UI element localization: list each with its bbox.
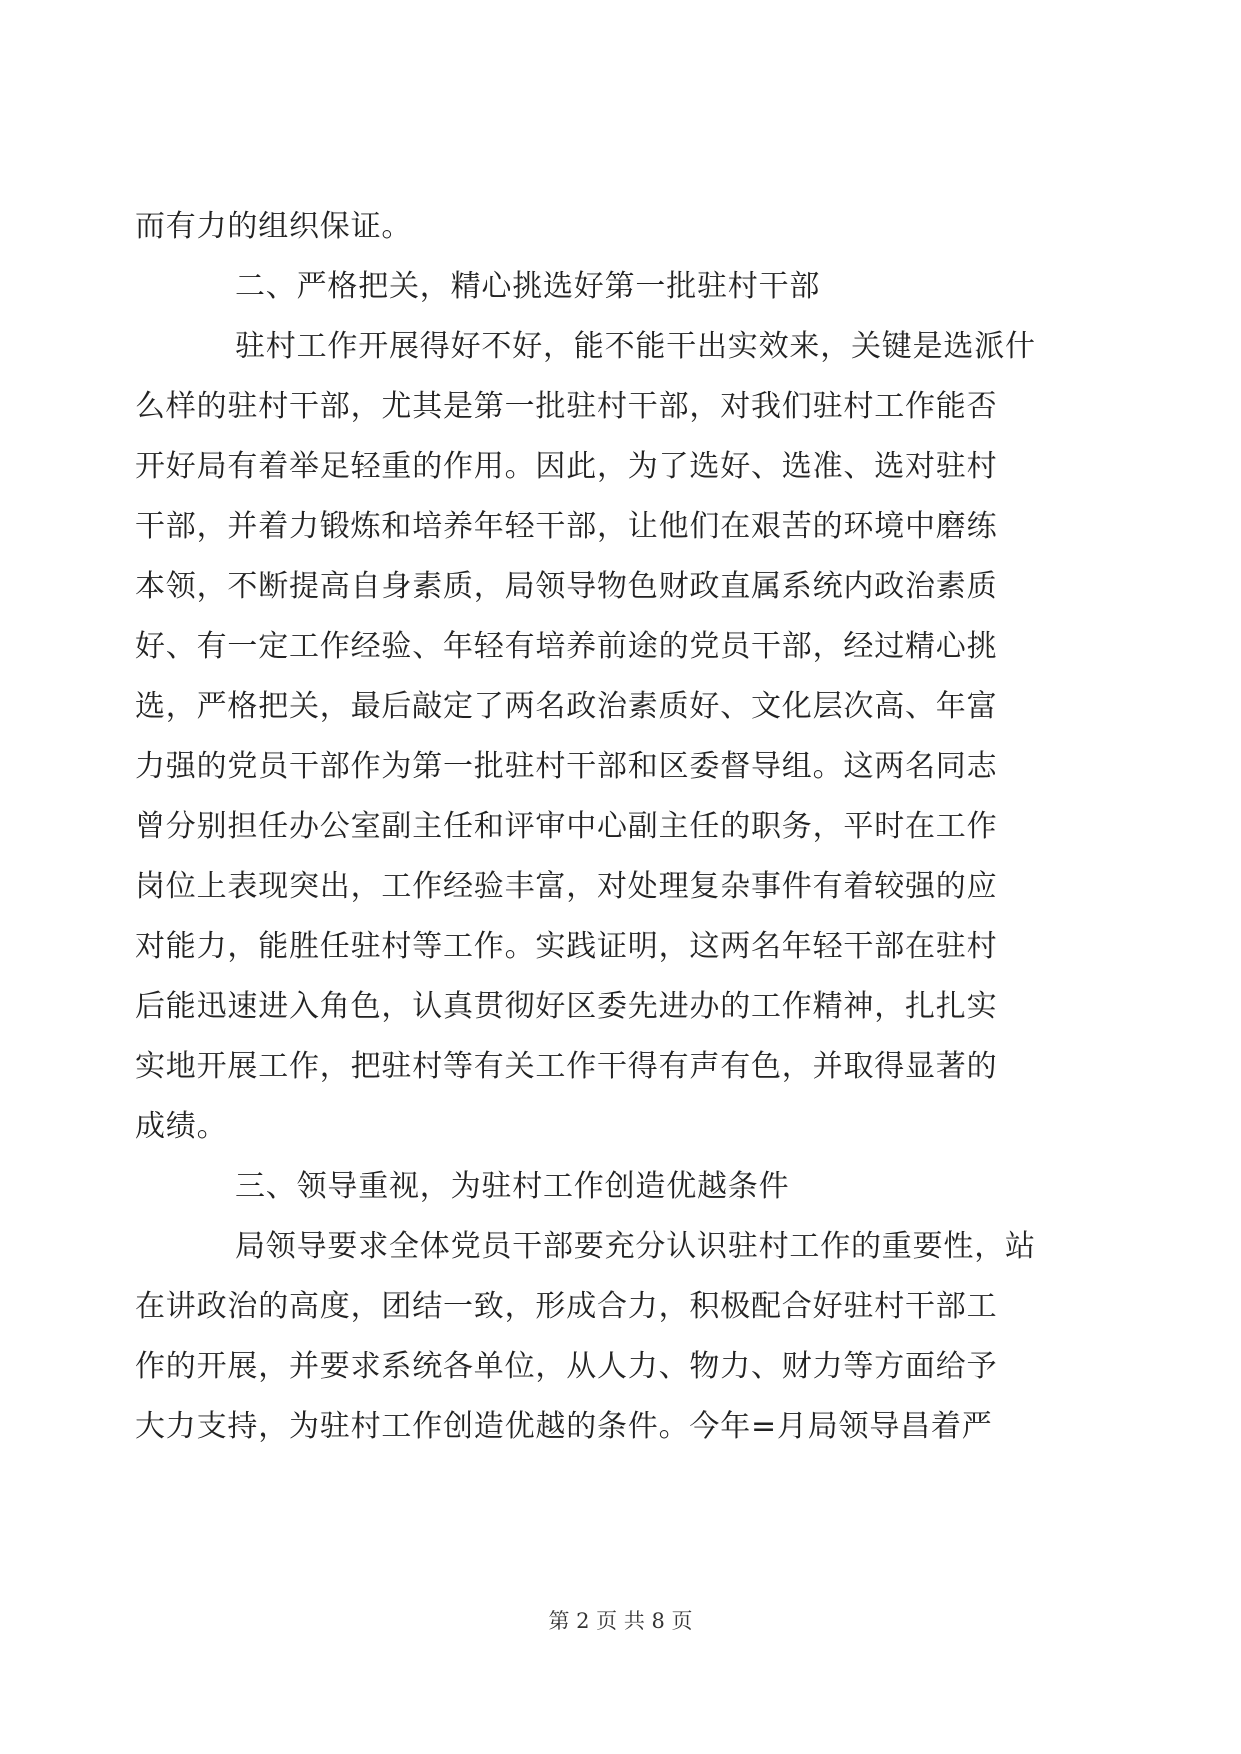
paragraph-line: 在讲政治的高度，团结一致，形成合力，积极配合好驻村干部工 xyxy=(135,1289,998,1324)
paragraph-line: 开好局有着举足轻重的作用。因此，为了选好、选准、选对驻村 xyxy=(135,449,998,484)
paragraph-line: 大力支持，为驻村工作创造优越的条件。今年=月局领导昌着严 xyxy=(135,1409,993,1444)
paragraph-line: 么样的驻村干部，尤其是第一批驻村干部，对我们驻村工作能否 xyxy=(135,389,998,424)
paragraph-line: 局领导要求全体党员干部要充分认识驻村工作的重要性，站 xyxy=(235,1229,1036,1264)
paragraph-line: 曾分别担任办公室副主任和评审中心副主任的职务，平时在工作 xyxy=(135,809,998,844)
paragraph-line: 驻村工作开展得好不好，能不能干出实效来，关键是选派什 xyxy=(235,329,1036,364)
paragraph-continuation: 而有力的组织保证。 xyxy=(135,209,413,244)
paragraph-line: 力强的党员干部作为第一批驻村干部和区委督导组。这两名同志 xyxy=(135,749,998,784)
paragraph-line: 成绩。 xyxy=(135,1109,228,1144)
paragraph-line: 后能迅速进入角色，认真贯彻好区委先进办的工作精神，扎扎实 xyxy=(135,989,998,1024)
paragraph-line: 干部，并着力锻炼和培养年轻干部，让他们在艰苦的环境中磨练 xyxy=(135,509,998,544)
section-heading-2: 二、严格把关，精心挑选好第一批驻村干部 xyxy=(235,269,821,304)
section-heading-3: 三、领导重视，为驻村工作创造优越条件 xyxy=(235,1169,790,1204)
paragraph-line: 实地开展工作，把驻村等有关工作干得有声有色，并取得显著的 xyxy=(135,1049,998,1084)
paragraph-line: 选，严格把关，最后敲定了两名政治素质好、文化层次高、年富 xyxy=(135,689,998,724)
paragraph-line: 岗位上表现突出，工作经验丰富，对处理复杂事件有着较强的应 xyxy=(135,869,998,904)
paragraph-line: 好、有一定工作经验、年轻有培养前途的党员干部，经过精心挑 xyxy=(135,629,998,664)
paragraph-line: 对能力，能胜任驻村等工作。实践证明，这两名年轻干部在驻村 xyxy=(135,929,998,964)
paragraph-line: 作的开展，并要求系统各单位，从人力、物力、财力等方面给予 xyxy=(135,1349,998,1384)
page-footer: 第 2 页 共 8 页 xyxy=(548,1609,693,1633)
paragraph-line: 本领，不断提高自身素质，局领导物色财政直属系统内政治素质 xyxy=(135,569,998,604)
